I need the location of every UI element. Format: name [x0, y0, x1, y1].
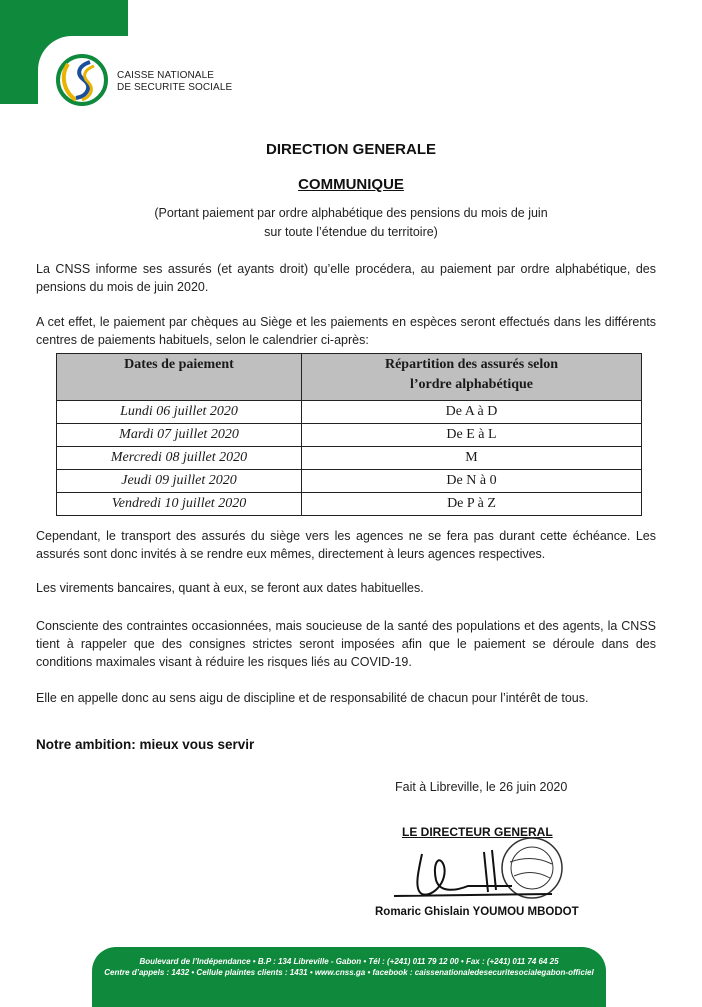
- row-date: Mardi 07 juillet 2020: [57, 424, 302, 447]
- header-repartition-line1: Répartition des assurés selon: [384, 357, 559, 372]
- place-and-date: Fait à Libreville, le 26 juin 2020: [395, 780, 568, 794]
- paragraph-bank-transfers: Les virements bancaires, quant à eux, se feront aux dates habituelles.: [36, 581, 424, 595]
- row-range: De P à Z: [302, 493, 642, 516]
- table-row: [57, 470, 642, 493]
- signatory-name: Romaric Ghislain YOUMOU MBODOT: [375, 906, 579, 918]
- row-range: M: [302, 447, 642, 470]
- signature-stamp-icon: [392, 832, 592, 912]
- row-range: De N à 0: [302, 470, 642, 493]
- cnss-logo-icon: [54, 52, 110, 108]
- paragraph-payment-method: A cet effet, le paiement par chèques au Siège et les paiements en espèces seront effectués dans les différents centres de paiements habituels, selon le calendrier ci-après:: [36, 315, 656, 347]
- document-title: DIRECTION GENERALE: [265, 141, 436, 158]
- row-date: Lundi 06 juillet 2020: [57, 401, 302, 424]
- row-date: Jeudi 09 juillet 2020: [57, 470, 302, 493]
- table-row: [57, 493, 642, 516]
- communique-heading: COMMUNIQUE: [298, 176, 404, 193]
- subtitle-line2: sur toute l’étendue du territoire): [264, 225, 438, 239]
- table-header-row: [57, 354, 642, 401]
- table-row: [57, 424, 642, 447]
- footer-address-line: Boulevard de l’Indépendance • B.P : 134 Libreville - Gabon • Tél : (+241) 011 79 12 00 • Fax : (+241) 011 74 64 25: [139, 957, 559, 966]
- paragraph-appeal: Elle en appelle donc au sens aigu de discipline et de responsabilité de chacun pour l’intérêt de tous.: [36, 691, 589, 705]
- header-repartition: [302, 354, 642, 401]
- org-name: [117, 70, 232, 94]
- row-date: Vendredi 10 juillet 2020: [57, 493, 302, 516]
- communique-subtitle: [0, 204, 702, 242]
- header-repartition-line2: l’ordre alphabétique: [409, 377, 534, 392]
- subtitle-line1: (Portant paiement par ordre alphabétique des pensions du mois de juin: [154, 206, 548, 220]
- row-date: Mercredi 08 juillet 2020: [57, 447, 302, 470]
- footer-contact-line: Centre d’appels : 1432 • Cellule plaintes clients : 1431 • www.cnss.ga • facebook : caissenationaledesecuritesocialegabon-officiel: [104, 968, 594, 977]
- signatory-title: LE DIRECTEUR GENERAL: [402, 825, 553, 839]
- row-range: De A à D: [302, 401, 642, 424]
- footer-contact-band: [92, 947, 606, 1007]
- org-name-line2: DE SECURITE SOCIALE: [117, 82, 233, 93]
- paragraph-covid: Consciente des contraintes occasionnées, mais soucieuse de la santé des populations et des agents, la CNSS tient à rappeler que des consignes strictes seront imposées afin que le paiement se déroule dans des conditions maximales visant à réduire les risques liés au COVID-19.: [36, 619, 656, 669]
- paragraph-intro: La CNSS informe ses assurés (et ayants droit) qu’elle procédera, au paiement par ordre alphabétique, des pensions du mois de juin 2020.: [36, 262, 656, 294]
- row-range: De E à L: [302, 424, 642, 447]
- header-dates: Dates de paiement: [57, 354, 302, 401]
- ambition-slogan: Notre ambition: mieux vous servir: [36, 737, 255, 752]
- table-row: [57, 401, 642, 424]
- table-row: [57, 447, 642, 470]
- payment-schedule-table: [56, 353, 642, 516]
- org-name-line1: CAISSE NATIONALE: [117, 70, 214, 81]
- paragraph-transport: Cependant, le transport des assurés du siège vers les agences ne se fera pas durant cette échéance. Les assurés sont donc invités à se rendre eux mêmes, directement à leurs agences respectives.: [36, 529, 656, 561]
